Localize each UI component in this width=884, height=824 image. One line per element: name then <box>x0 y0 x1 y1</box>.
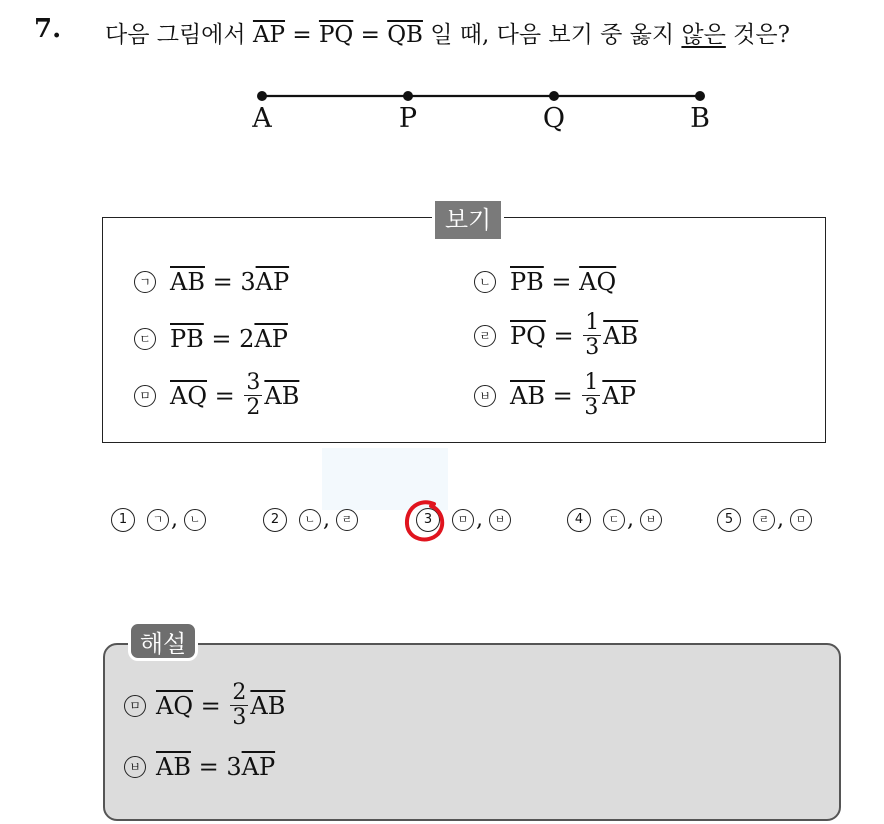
choice-mark: ㄹ <box>753 509 775 531</box>
choice-1[interactable] <box>111 507 206 532</box>
item-eq: = <box>544 381 581 410</box>
question-text-part: 것은? <box>725 22 790 48</box>
item-mark: ㄹ <box>474 325 496 347</box>
choice-separator: , <box>476 507 483 532</box>
item-eq: = <box>193 691 229 720</box>
item-lhs: $\overline{PQ}$ <box>510 321 546 350</box>
question-number: 7. <box>34 14 62 44</box>
answer-circle-mark <box>398 494 458 554</box>
choice-number: 1 <box>111 508 135 532</box>
point-q-dot <box>549 91 559 101</box>
item-mark: ㅁ <box>134 385 156 407</box>
fraction-denominator: 3 <box>232 705 247 730</box>
point-label-a: A <box>252 103 272 134</box>
fraction <box>244 372 262 419</box>
item-eq: = 3 <box>190 753 242 781</box>
fraction <box>230 682 248 729</box>
segment-pq: $\overline{PQ}$ <box>318 22 354 48</box>
item-lhs: $\overline{AB}$ <box>510 381 545 410</box>
point-label-q: Q <box>542 103 566 134</box>
fraction <box>582 372 600 419</box>
item-rhs: $\overline{AB}$ <box>603 321 639 350</box>
choice-mark: ㄴ <box>299 509 321 531</box>
choice-separator: , <box>777 507 784 532</box>
item-eq: = <box>543 268 580 296</box>
choice-number: 5 <box>717 508 741 532</box>
bogi-item <box>134 268 289 296</box>
question-text-part: 일 때, 다음 보기 중 옳지 <box>422 22 682 48</box>
choice-mark: ㅂ <box>489 509 511 531</box>
explanation-title: 해설 <box>128 621 198 661</box>
item-eq: = 3 <box>204 268 256 296</box>
item-rhs: $\overline{AB}$ <box>250 691 286 720</box>
choice-mark: ㄹ <box>336 509 358 531</box>
line-segment-figure <box>0 0 884 150</box>
question-text-part: = <box>353 22 388 48</box>
choice-mark: ㅂ <box>640 509 662 531</box>
item-lhs: $\overline{AQ}$ <box>170 381 208 410</box>
item-eq: = <box>545 321 582 350</box>
bogi-item <box>474 268 616 296</box>
point-label-b: B <box>690 103 710 134</box>
item-lhs: $\overline{PB}$ <box>510 268 544 296</box>
question-text-part: 다음 그림에서 <box>105 22 253 48</box>
explanation-line <box>124 753 275 781</box>
fraction-numerator: 3 <box>246 370 261 395</box>
point-label-p: P <box>398 103 418 134</box>
choice-mark: ㄴ <box>184 509 206 531</box>
item-rhs: $\overline{AP}$ <box>254 325 288 353</box>
item-mark: ㄱ <box>134 271 156 293</box>
point-b-dot <box>695 91 705 101</box>
explanation-line <box>124 682 285 729</box>
bogi-item <box>134 325 288 353</box>
item-rhs: $\overline{AP}$ <box>255 268 290 296</box>
choice-mark: ㄷ <box>603 509 625 531</box>
choice-separator: , <box>171 507 178 532</box>
choice-5[interactable] <box>717 507 812 532</box>
item-rhs: $\overline{AP}$ <box>241 753 276 781</box>
bogi-item <box>474 312 638 359</box>
fraction-numerator: 1 <box>585 310 600 335</box>
fraction <box>583 312 601 359</box>
point-p-dot <box>403 91 413 101</box>
item-lhs: $\overline{PB}$ <box>170 325 204 353</box>
choice-mark: ㅁ <box>790 509 812 531</box>
explanation-box <box>103 643 841 821</box>
item-mark: ㅁ <box>124 695 146 717</box>
item-mark: ㅂ <box>124 756 146 778</box>
item-eq: = 2 <box>203 325 255 353</box>
bogi-item <box>474 372 636 419</box>
choice-mark: ㄱ <box>147 509 169 531</box>
choice-mark: ㅁ <box>452 509 474 531</box>
point-a-dot <box>257 91 267 101</box>
segment-ap: $\overline{AP}$ <box>252 22 286 48</box>
item-mark: ㄴ <box>474 271 496 293</box>
underlined-word: 않은 <box>681 22 726 48</box>
choice-number: 2 <box>263 508 287 532</box>
question-text-part: = <box>285 22 319 48</box>
item-lhs: $\overline{AQ}$ <box>156 691 194 720</box>
fraction-denominator: 3 <box>585 335 600 360</box>
item-lhs: $\overline{AB}$ <box>170 268 205 296</box>
choice-4[interactable] <box>567 507 662 532</box>
item-mark: ㄷ <box>134 328 156 350</box>
choice-separator: , <box>627 507 634 532</box>
item-mark: ㅂ <box>474 385 496 407</box>
choice-separator: , <box>323 507 330 532</box>
item-rhs: $\overline{AB}$ <box>264 381 300 410</box>
segment-qb: $\overline{QB}$ <box>387 22 423 48</box>
item-eq: = <box>207 381 243 410</box>
item-rhs: $\overline{AP}$ <box>602 381 636 410</box>
fraction-denominator: 2 <box>246 395 261 420</box>
choice-2[interactable] <box>263 507 358 532</box>
bogi-title: 보기 <box>432 201 504 239</box>
item-rhs: $\overline{AQ}$ <box>579 268 617 296</box>
bogi-item <box>134 372 299 419</box>
choice-number: 3 <box>416 508 440 532</box>
choice-number: 4 <box>567 508 591 532</box>
fraction-numerator: 2 <box>232 680 247 705</box>
fraction-numerator: 1 <box>584 370 599 395</box>
fraction-denominator: 3 <box>584 395 599 420</box>
item-lhs: $\overline{AB}$ <box>156 753 191 781</box>
